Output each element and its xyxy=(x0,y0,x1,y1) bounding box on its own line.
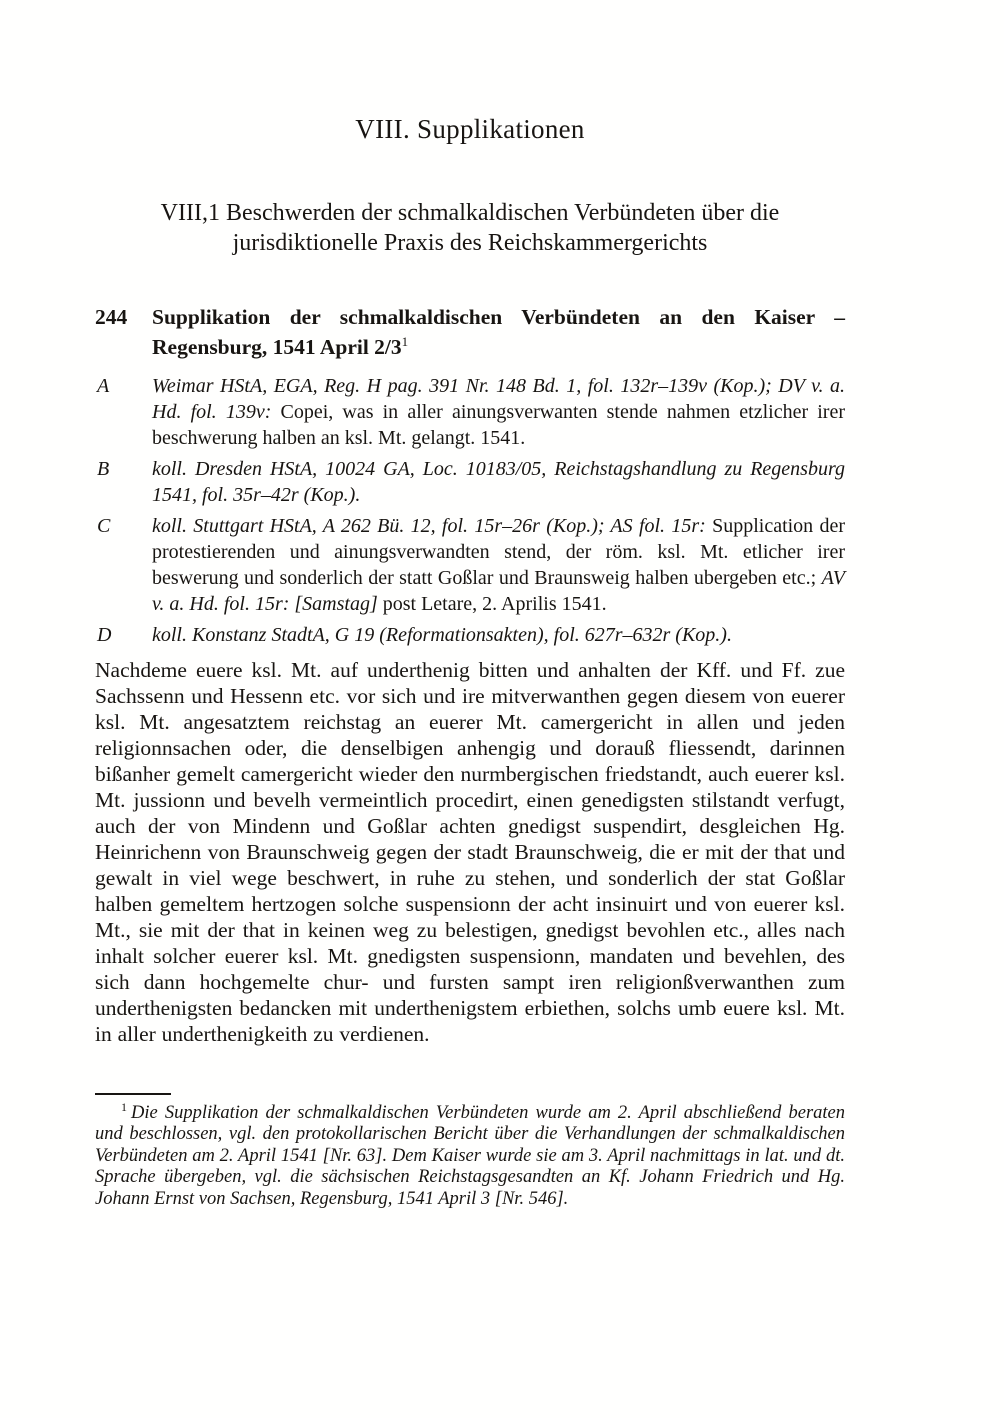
source-b-citation: koll. Dresden HStA, 10024 GA, Loc. 10183/05, Reichstagshandlung zu Regensburg 1541, fol. 35r–42r (Kop.). xyxy=(152,458,845,506)
source-c-citation-2: AV v. a. Hd. fol. 15r: [Samstag] xyxy=(152,567,845,615)
source-list xyxy=(95,373,845,648)
footnote-number: 1 xyxy=(121,1099,127,1114)
source-entry-c xyxy=(95,513,845,617)
source-label-d: D xyxy=(97,624,112,646)
main-text: Nachdeme euere ksl. Mt. auf underthenig bitten und anhalten der Kff. und Ff. zue Sachssenn und Hessenn etc. vor sich und ire mitverwanthen gegen diesem von euerer ksl. Mt. angesatztem reichstag an euerer Mt. camergericht in allen und jeden religionnsachen oder, die denselbigen anhengig und dorauß fliessendt, darinnen bißanher gemelt camergericht wieder den nurmbergischen friedstandt, auch euerer ksl. Mt. jussionn und bevelh vermeintlich procedirt, einen genedigsten stilstandt verfugt, auch der von Mindenn und Goßlar achten gnedigst suspendirt, desgleichen Hg. Heinrichenn von Braunschweig gegen der stadt Braunschweig, die er mit der that und gewalt in viel wege beschwert, in ruhe zu stehen, und sonderlich der stat Goßlar halben gemeltem hertzogen solche suspensionn der acht insinuirt und von euerer ksl. Mt., sie mit der that in keinen weg zu belestigen, gnedigst bevohlen etc., alles nach inhalt solcher euerer ksl. Mt. gnedigsten suspensionn, mandaten und bevehlen, des sich dann hochgemelte chur- und fursten sampt iren religionßverwanthen zum underthenigsten bedancken mit underthenigstem erbiethen, solchs umb euere ksl. Mt. in aller underthenigkeith zu verdienen. xyxy=(95,658,845,1046)
source-a-description: Copei, was in aller ainungsverwanten stende nahmen etzlicher irer beschwerung halben an ksl. Mt. gelangt. 1541. xyxy=(152,401,846,449)
entry-title-text: Supplikation der schmalkaldischen Verbündeten an den Kaiser – Regensburg, 1541 April 2/3 xyxy=(152,305,845,359)
source-entry-b xyxy=(95,456,845,508)
section-title: VIII. Supplikationen xyxy=(355,114,585,144)
source-text-c xyxy=(152,515,845,615)
entry-number: 244 xyxy=(95,305,128,329)
footnote-reference: 1 xyxy=(401,333,409,349)
source-c-citation: koll. Stuttgart HStA, A 262 Bü. 12, fol. 15r–26r (Kop.); AS fol. 15r: xyxy=(152,515,706,537)
source-a-citation: Weimar HStA, EGA, Reg. H pag. 391 Nr. 148 Bd. 1, fol. 132r–139v (Kop.); DV v. a. Hd. fol. 139v: xyxy=(152,375,845,423)
entry-heading xyxy=(95,302,845,362)
source-text-d xyxy=(152,624,732,646)
source-label-a: A xyxy=(97,375,110,397)
source-label-b: B xyxy=(97,458,110,480)
subsection-title: VIII,1 Beschwerden der schmalkaldischen Verbündeten über die jurisdiktionelle Praxis des Reichskammergerichts xyxy=(160,200,780,256)
source-label-c: C xyxy=(97,515,111,537)
entry-title xyxy=(152,302,845,362)
footnote xyxy=(95,1099,845,1210)
footnote-section xyxy=(95,1093,845,1210)
source-d-citation: koll. Konstanz StadtA, G 19 (Reformationsakten), fol. 627r–632r (Kop.). xyxy=(152,624,732,646)
source-text-a xyxy=(152,375,845,449)
source-c-description: Supplication der protestierenden und ainungsverwandten stend, der röm. ksl. Mt. etlicher irer beswerung und sonderlich der statt Goßlar und Braunsweig halben ubergeben etc.; xyxy=(152,515,846,589)
source-entry-d xyxy=(95,622,845,648)
source-entry-a xyxy=(95,373,845,451)
footnote-text: Die Supplikation der schmalkaldischen Verbündeten wurde am 2. April abschließend beraten und beschlossen, vgl. den protokollarischen Bericht über die Verhandlungen der schmalkaldischen Verbündeten am 2. April 1541 [Nr. 63]. Dem Kaiser wurde sie am 3. April nachmittags in lat. und dt. Sprache übergeben, vgl. die sächsischen Reichstagsgesandten an Kf. Johann Friedrich und Hg. Johann Ernst von Sachsen, Regensburg, 1541 April 3 [Nr. 546]. xyxy=(95,1103,845,1209)
source-text-b xyxy=(152,458,845,506)
source-c-description-2: post Letare, 2. Aprilis 1541. xyxy=(377,593,607,615)
footnote-separator xyxy=(95,1093,171,1095)
